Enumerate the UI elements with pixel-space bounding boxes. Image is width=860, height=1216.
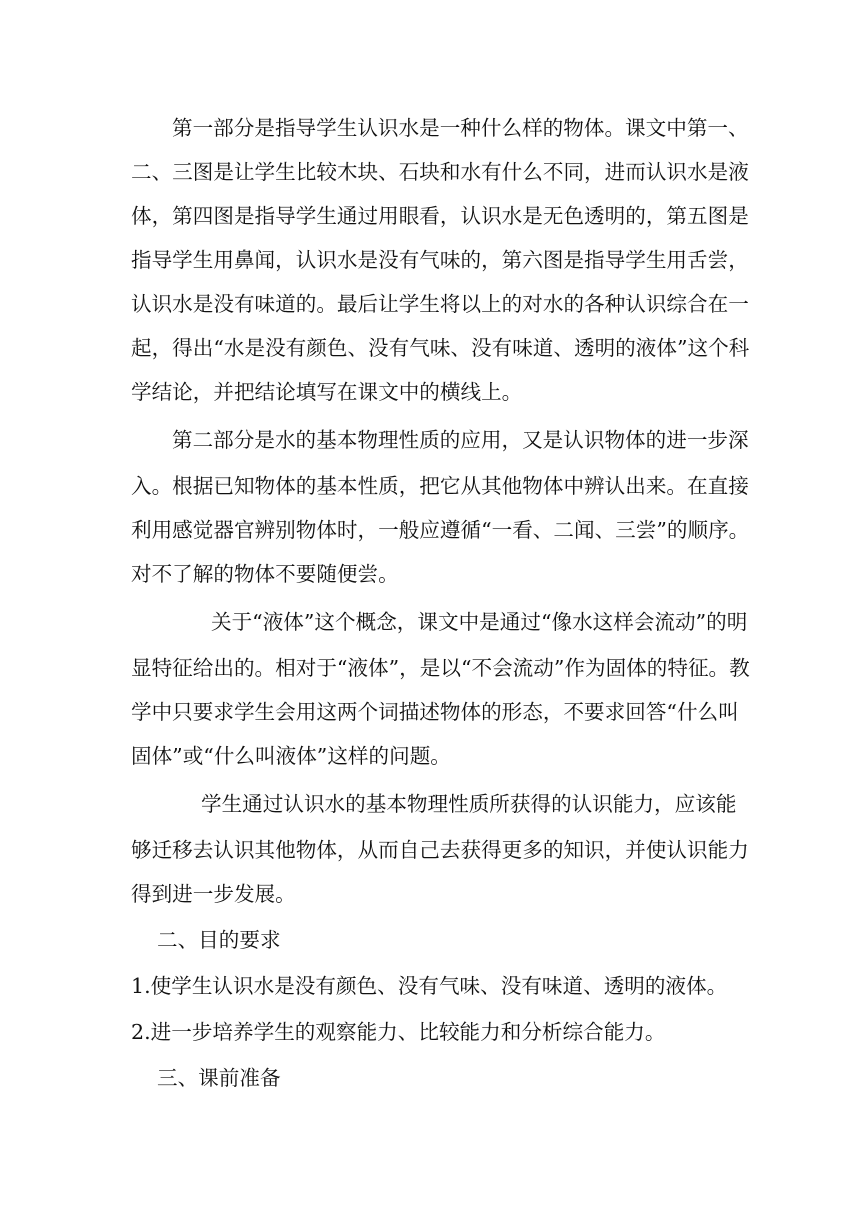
text-line: 二、三图是让学生比较木块、石块和水有什么不同，进而认识水是液 (131, 160, 749, 184)
text-line: 第二部分是水的基本物理性质的应用，又是认识物体的进一步深 (172, 428, 749, 452)
section-heading: 二、目的要求 (157, 928, 281, 952)
list-item: 2.进一步培养学生的观察能力、比较能力和分析综合能力。 (131, 1020, 666, 1044)
text-line: 够迁移去认识其他物体，从而自己去获得更多的知识，并使认识能力 (131, 838, 749, 862)
text-line: 第一部分是指导学生认识水是一种什么样的物体。课文中第一、 (172, 116, 749, 140)
text-line: 利用感觉器官辨别物体时，一般应遵循“一看、二闻、三尝”的顺序。 (131, 518, 750, 542)
text-line: 固体”或“什么叫液体”这样的问题。 (131, 744, 451, 768)
text-line: 得到进一步发展。 (131, 882, 296, 906)
text-line: 起，得出“水是没有颜色、没有气味、没有味道、透明的液体”这个科 (131, 336, 750, 360)
text-line: 认识水是没有味道的。最后让学生将以上的对水的各种认识综合在一 (131, 292, 749, 316)
text-line: 入。根据已知物体的基本性质，把它从其他物体中辨认出来。在直接 (131, 474, 749, 498)
text-line: 显特征给出的。相对于“液体”，是以“不会流动”作为固体的特征。教 (131, 656, 750, 680)
text-line: 学生通过认识水的基本物理性质所获得的认识能力，应该能 (201, 792, 737, 816)
text-line: 学中只要求学生会用这两个词描述物体的形态，不要求回答“什么叫 (131, 700, 739, 724)
text-line: 对不了解的物体不要随便尝。 (131, 562, 399, 586)
section-heading: 三、课前准备 (157, 1066, 281, 1090)
list-item: 1.使学生认识水是没有颜色、没有气味、没有味道、透明的液体。 (131, 974, 728, 998)
text-line: 关于“液体”这个概念，课文中是通过“像水这样会流动”的明 (211, 610, 748, 634)
text-line: 指导学生用鼻闻，认识水是没有气味的，第六图是指导学生用舌尝， (131, 248, 749, 272)
text-line: 体，第四图是指导学生通过用眼看，认识水是无色透明的，第五图是 (131, 204, 749, 228)
text-line: 学结论，并把结论填写在课文中的横线上。 (131, 380, 523, 404)
